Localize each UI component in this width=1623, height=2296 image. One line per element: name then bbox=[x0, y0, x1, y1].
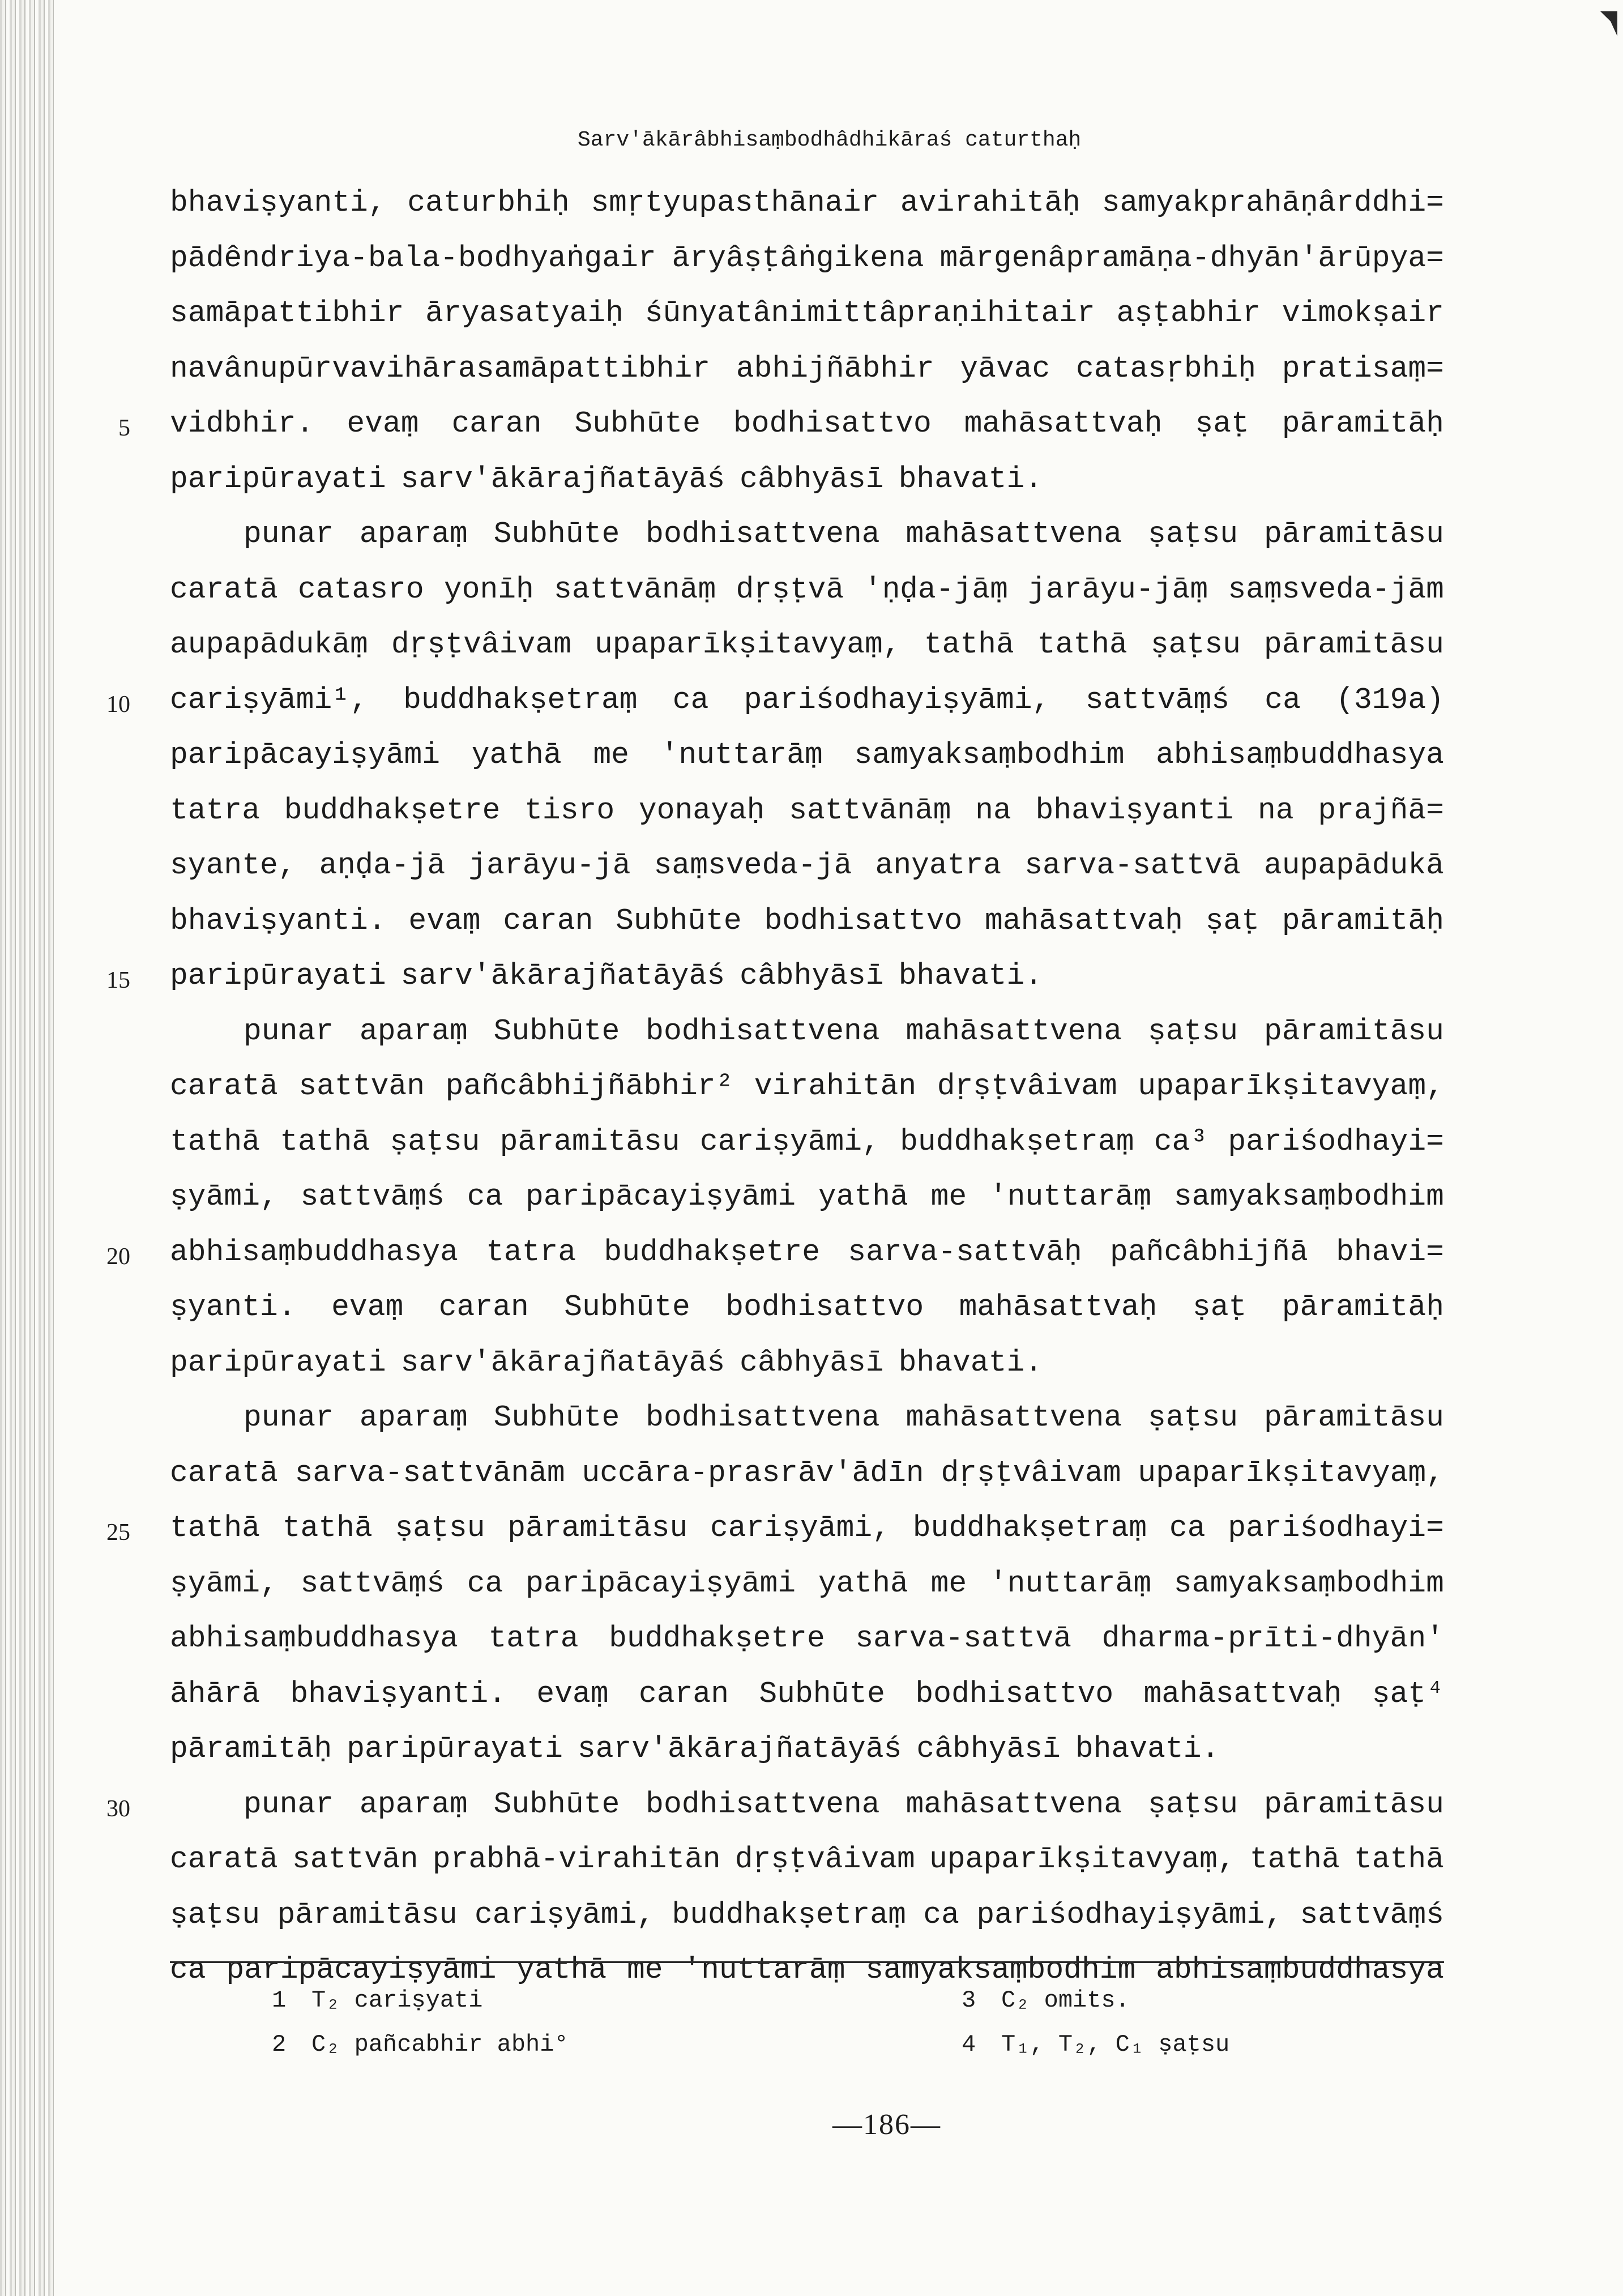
word: sarv'ākārajñatāyāś bbox=[577, 1732, 902, 1766]
word: bodhisattvena bbox=[646, 1787, 880, 1821]
word: jarāyu-jā bbox=[468, 848, 631, 882]
text-line bbox=[170, 1346, 1444, 1401]
word: ṣaṭsu bbox=[390, 1124, 480, 1159]
word: bhavi= bbox=[1336, 1235, 1444, 1269]
text-line bbox=[170, 793, 1444, 849]
word: samyaksaṃbodhim bbox=[1173, 1180, 1444, 1214]
word: ca³ bbox=[1154, 1124, 1208, 1159]
word: syante, bbox=[170, 848, 296, 882]
text-line bbox=[118, 407, 1444, 462]
word: āryâṣṭâṅgikena bbox=[672, 241, 924, 275]
word: pañcâbhijñābhir² bbox=[445, 1069, 734, 1103]
word: evaṃ bbox=[331, 1290, 404, 1324]
word: me bbox=[626, 1953, 663, 1987]
word: paripūrayati bbox=[170, 1345, 386, 1380]
word: câbhyāsī bbox=[740, 1345, 884, 1380]
word: yathā bbox=[516, 1953, 607, 1987]
word: sattvāṃś bbox=[300, 1180, 445, 1214]
word: 'nuttarāṃ bbox=[660, 738, 823, 772]
word: upaparīkṣitavyaṃ, bbox=[1138, 1456, 1444, 1490]
word: pāramitāḥ bbox=[1282, 407, 1444, 441]
word: aupapādukā bbox=[1263, 848, 1444, 882]
word: caratā bbox=[170, 1069, 278, 1103]
word: pariśodhayi= bbox=[1228, 1511, 1444, 1545]
word: jarāyu-jāṃ bbox=[1028, 572, 1208, 607]
word: pariśodhayiṣyāmi, bbox=[744, 682, 1050, 717]
word: buddhakṣetraṃ bbox=[403, 682, 638, 717]
text-line bbox=[170, 1677, 1444, 1732]
word: ca bbox=[1169, 1511, 1206, 1545]
word: āryasatyaiḥ bbox=[425, 296, 624, 330]
word: bhavati. bbox=[1075, 1732, 1220, 1766]
word: virahitān bbox=[754, 1069, 917, 1103]
word: paripūrayati bbox=[347, 1732, 563, 1766]
word: pāramitāsu bbox=[1263, 1401, 1444, 1435]
text-line bbox=[170, 1125, 1444, 1180]
word: tatra bbox=[170, 793, 260, 827]
word: Subhūte bbox=[759, 1676, 885, 1711]
word: bodhisattvo bbox=[733, 407, 932, 441]
word: ca bbox=[1265, 682, 1301, 717]
word: tathā bbox=[924, 628, 1014, 662]
text-line bbox=[170, 241, 1444, 297]
word: upaparīkṣitavyaṃ, bbox=[1138, 1069, 1444, 1103]
word: yathā bbox=[818, 1566, 908, 1601]
word: sattvān bbox=[298, 1069, 425, 1103]
word: sarva-sattvā bbox=[855, 1621, 1072, 1655]
word: mahāsattvena bbox=[906, 517, 1122, 551]
word: dṛṣṭvâivam bbox=[734, 1842, 915, 1876]
word: tatra bbox=[486, 1235, 576, 1269]
word: 'nuttarāṃ bbox=[683, 1953, 845, 1987]
text-line bbox=[170, 296, 1444, 352]
word: bodhisattvena bbox=[646, 1014, 880, 1048]
word: caratā bbox=[170, 572, 278, 607]
text-line bbox=[170, 1567, 1444, 1622]
word: pāramitāsu bbox=[1263, 628, 1444, 662]
word: yonīḥ bbox=[443, 572, 534, 607]
word: ṣaṭsu bbox=[1148, 1787, 1238, 1821]
word: ṣaṭ bbox=[1195, 407, 1249, 441]
text-line bbox=[170, 1456, 1444, 1512]
word: 'nuttarāṃ bbox=[989, 1180, 1152, 1214]
word: aṣṭabhir bbox=[1116, 296, 1261, 330]
word: mahāsattvaḥ bbox=[1143, 1676, 1342, 1711]
word: na bbox=[975, 793, 1011, 827]
word: pāramitāḥ bbox=[1282, 903, 1444, 938]
word: Subhūte bbox=[564, 1290, 690, 1324]
word: mahāsattvena bbox=[906, 1787, 1122, 1821]
word: samāpattibhir bbox=[170, 296, 404, 330]
word: dṛṣṭvâivam bbox=[941, 1456, 1121, 1490]
word: buddhakṣetre bbox=[609, 1621, 825, 1655]
footnote-text: C₂ pañcabhir abhi° bbox=[311, 2031, 569, 2058]
word: samyaksaṃbodhim bbox=[865, 1953, 1136, 1987]
text-line bbox=[106, 1511, 1444, 1567]
word: yathā bbox=[818, 1180, 908, 1214]
word: mahāsattvaḥ bbox=[964, 407, 1163, 441]
word: aparaṃ bbox=[359, 1401, 468, 1435]
footnote-1 bbox=[272, 1987, 482, 2014]
word: vidbhir. bbox=[170, 407, 314, 441]
text-line bbox=[170, 462, 1444, 518]
word: saṃsveda-jām bbox=[1228, 572, 1444, 607]
word: ṣaṭsu bbox=[1150, 628, 1241, 662]
word: tathā bbox=[1353, 1842, 1444, 1876]
word: sarv'ākārajñatāyāś bbox=[400, 1345, 725, 1380]
word: pāramitāsu bbox=[1263, 1014, 1444, 1048]
footnote-text: T₂ cariṣyati bbox=[311, 1987, 483, 2014]
word: evaṃ bbox=[536, 1676, 609, 1711]
word: ṣaṭ bbox=[1192, 1290, 1247, 1324]
word: mahāsattvaḥ bbox=[985, 903, 1183, 938]
word: dṛṣṭvā bbox=[736, 572, 844, 607]
word: avirahitāḥ bbox=[900, 186, 1080, 220]
word: upaparīkṣitavyaṃ, bbox=[594, 628, 901, 662]
word: bodhisattvena bbox=[646, 1401, 880, 1435]
word: paripācayiṣyāmi bbox=[526, 1180, 796, 1214]
word: sattvāṃś bbox=[1300, 1897, 1444, 1932]
word: ṣaṭsu bbox=[395, 1511, 485, 1545]
word: yāvac bbox=[960, 351, 1050, 386]
word: upaparīkṣitavyaṃ, bbox=[929, 1842, 1236, 1876]
line-number: 25 bbox=[106, 1520, 130, 1546]
text-line bbox=[170, 1621, 1444, 1677]
word: yonayaḥ bbox=[638, 793, 765, 827]
word: me bbox=[930, 1180, 967, 1214]
word: sarva-sattvāḥ bbox=[848, 1235, 1082, 1269]
word: āhārā bbox=[170, 1676, 260, 1711]
line-number: 5 bbox=[118, 415, 130, 441]
word: pāramitāḥ bbox=[170, 1732, 332, 1766]
text-line bbox=[170, 738, 1444, 793]
word: cariṣyāmi, bbox=[710, 1511, 891, 1545]
word: pratisaṃ= bbox=[1282, 351, 1444, 386]
word: dṛṣṭvâivam bbox=[937, 1069, 1117, 1103]
word: samyakprahāṇârddhi= bbox=[1101, 186, 1444, 220]
word: sattvānāṃ bbox=[554, 572, 716, 607]
word: sattvāṃś bbox=[300, 1566, 445, 1601]
word: buddhakṣetraṃ bbox=[672, 1897, 906, 1932]
word: bodhisattvo bbox=[915, 1676, 1114, 1711]
word: punar bbox=[244, 517, 334, 551]
word: tatra bbox=[488, 1621, 579, 1655]
word: navânupūrvavihārasamāpattibhir bbox=[170, 351, 711, 386]
word: buddhakṣetraṃ bbox=[900, 1124, 1134, 1159]
line-number: 30 bbox=[106, 1795, 130, 1822]
word: mahāsattvena bbox=[906, 1014, 1122, 1048]
word: smṛtyupasthānair bbox=[591, 186, 879, 220]
word: pādêndriya-bala-bodhyaṅgair bbox=[170, 241, 656, 275]
word: aupapādukāṃ bbox=[170, 628, 368, 662]
word: bhavati. bbox=[898, 1345, 1043, 1380]
word: caran bbox=[503, 903, 593, 938]
footnote-2 bbox=[272, 2031, 569, 2058]
word: vimokṣair bbox=[1282, 296, 1444, 330]
word: bodhisattvena bbox=[646, 517, 880, 551]
word: sarva-sattvānām bbox=[294, 1456, 565, 1490]
text-line bbox=[170, 1732, 1444, 1787]
word: câbhyāsī bbox=[916, 1732, 1061, 1766]
footnote-number: 1 bbox=[272, 1987, 287, 2014]
word: sattvān bbox=[292, 1842, 418, 1876]
word: bodhisattvo bbox=[725, 1290, 924, 1324]
text-line bbox=[170, 517, 1444, 573]
word: 'ṇḍa-jāṃ bbox=[864, 572, 1008, 607]
footnote-text: C₂ omits. bbox=[1001, 1987, 1130, 2014]
word: caran bbox=[638, 1676, 729, 1711]
word: anyatra bbox=[875, 848, 1002, 882]
footnote-3 bbox=[962, 1987, 1130, 2014]
word: catasro bbox=[298, 572, 424, 607]
word: ca bbox=[672, 682, 709, 717]
text-line bbox=[106, 682, 1444, 739]
text-line bbox=[170, 1898, 1444, 1953]
footnote-rule bbox=[170, 1961, 1444, 1963]
word: bhavati. bbox=[898, 462, 1043, 496]
word: ṣyāmi, bbox=[170, 1180, 278, 1214]
word: ṣaṭ⁴ bbox=[1372, 1676, 1444, 1711]
word: buddhakṣetraṃ bbox=[912, 1511, 1147, 1545]
line-number: 10 bbox=[106, 691, 130, 718]
word: caran bbox=[438, 1290, 529, 1324]
word: pāramitāḥ bbox=[1282, 1290, 1444, 1324]
word: ṣaṭsu bbox=[170, 1897, 260, 1932]
word: punar bbox=[244, 1014, 334, 1048]
word: Subhūte bbox=[493, 1014, 620, 1048]
text-line bbox=[106, 959, 1444, 1014]
word: tathā bbox=[1037, 628, 1127, 662]
text-line bbox=[170, 352, 1444, 407]
word: Subhūte bbox=[493, 1787, 620, 1821]
word: mahāsattvaḥ bbox=[959, 1290, 1158, 1324]
word: mārgenâpramāṇa-dhyān'ārūpya= bbox=[939, 241, 1444, 275]
footnote-4 bbox=[962, 2031, 1229, 2058]
word: abhisaṃbuddhasya bbox=[170, 1235, 458, 1269]
word: Subhūte bbox=[493, 517, 620, 551]
word: bhaviṣyanti bbox=[1035, 793, 1234, 827]
word: bhavati. bbox=[898, 959, 1043, 993]
word: Subhūte bbox=[493, 1401, 620, 1435]
word: paripūrayati bbox=[170, 959, 386, 993]
word: saṃsveda-jā bbox=[654, 848, 852, 882]
word: cariṣyāmi¹, bbox=[170, 682, 368, 717]
text-line bbox=[170, 904, 1444, 959]
word: prajñā= bbox=[1318, 793, 1444, 827]
text-line bbox=[170, 1290, 1444, 1346]
word: punar bbox=[244, 1401, 334, 1435]
word: catasṛbhiḥ bbox=[1076, 351, 1257, 386]
word: sattvāṃś bbox=[1085, 682, 1230, 717]
word: pariśodhayiṣyāmi, bbox=[976, 1897, 1283, 1932]
text-line bbox=[170, 186, 1444, 241]
word: abhisaṃbuddhasya bbox=[1156, 738, 1444, 772]
text-line bbox=[106, 1787, 1444, 1843]
word: ṣaṭsu bbox=[1148, 1014, 1238, 1048]
text-line bbox=[170, 1401, 1444, 1456]
word: ṣaṭ bbox=[1205, 903, 1260, 938]
footnote-number: 2 bbox=[272, 2031, 287, 2058]
word: paripācayiṣyāmi bbox=[170, 738, 441, 772]
word: pāramitāsu bbox=[1263, 1787, 1444, 1821]
word: pariśodhayi= bbox=[1228, 1124, 1444, 1159]
word: 'nuttarāṃ bbox=[989, 1566, 1152, 1601]
word: ṣyāmi, bbox=[170, 1566, 278, 1601]
word: na bbox=[1258, 793, 1294, 827]
text-line bbox=[170, 573, 1444, 628]
word: aṇḍa-jā bbox=[319, 848, 446, 882]
word: ṣyanti. bbox=[170, 1290, 296, 1324]
word: paripūrayati bbox=[170, 462, 386, 496]
word: pāramitāsu bbox=[507, 1511, 688, 1545]
word: evaṃ bbox=[408, 903, 481, 938]
word: uccāra-prasrāv'ādīn bbox=[582, 1456, 924, 1490]
footnote-text: T₁, T₂, C₁ ṣaṭsu bbox=[1001, 2031, 1230, 2058]
word: dṛṣṭvâivam bbox=[391, 628, 571, 662]
word: ca bbox=[467, 1566, 503, 1601]
main-text bbox=[106, 186, 1444, 2008]
word: ṣaṭsu bbox=[1148, 1401, 1238, 1435]
page-corner-mark bbox=[1600, 11, 1617, 36]
text-line bbox=[170, 1069, 1444, 1125]
word: prabhā-virahitān bbox=[432, 1842, 721, 1876]
word: mahāsattvena bbox=[906, 1401, 1122, 1435]
word: pāramitāsu bbox=[277, 1897, 458, 1932]
word: bhaviṣyanti, bbox=[170, 186, 386, 220]
page-number: —186— bbox=[832, 2109, 941, 2141]
word: ca bbox=[923, 1897, 959, 1932]
word: (319a) bbox=[1336, 682, 1444, 717]
word: bhaviṣyanti. bbox=[170, 903, 386, 938]
word: cariṣyāmi, bbox=[699, 1124, 880, 1159]
word: bhaviṣyanti. bbox=[290, 1676, 507, 1711]
word: samyaksaṃbodhim bbox=[854, 738, 1125, 772]
word: sarva-sattvā bbox=[1024, 848, 1241, 882]
word: Subhūte bbox=[574, 407, 701, 441]
word: evaṃ bbox=[347, 407, 419, 441]
word: bodhisattvo bbox=[764, 903, 963, 938]
word: sarv'ākārajñatāyāś bbox=[400, 462, 725, 496]
word: ṣaṭsu bbox=[1148, 517, 1238, 551]
text-line bbox=[170, 628, 1444, 683]
footnote-number: 4 bbox=[962, 2031, 976, 2058]
word: buddhakṣetre bbox=[604, 1235, 821, 1269]
word: śūnyatânimittâpraṇihitair bbox=[644, 296, 1095, 330]
line-number: 20 bbox=[106, 1243, 130, 1270]
text-line bbox=[170, 1014, 1444, 1070]
book-binding-edge bbox=[0, 0, 54, 2296]
word: ca bbox=[467, 1180, 503, 1214]
word: aparaṃ bbox=[359, 1014, 468, 1048]
word: sattvānāṃ bbox=[789, 793, 951, 827]
word: punar bbox=[244, 1787, 334, 1821]
word: pāramitāsu bbox=[1263, 517, 1444, 551]
word: sarv'ākārajñatāyāś bbox=[400, 959, 725, 993]
word: caran bbox=[451, 407, 542, 441]
word: caratā bbox=[170, 1842, 278, 1876]
word: aparaṃ bbox=[359, 517, 468, 551]
word: pañcâbhijñā bbox=[1110, 1235, 1308, 1269]
word: câbhyāsī bbox=[740, 462, 884, 496]
word: aparaṃ bbox=[359, 1787, 468, 1821]
word: paripācayiṣyāmi bbox=[226, 1953, 497, 1987]
word: tathā bbox=[170, 1511, 260, 1545]
word: câbhyāsī bbox=[740, 959, 884, 993]
word: cariṣyāmi, bbox=[474, 1897, 655, 1932]
word: caturbhiḥ bbox=[407, 186, 570, 220]
running-head: Sarv'ākārâbhisaṃbodhâdhikāraś caturthaḥ bbox=[578, 128, 1082, 152]
word: ca bbox=[170, 1953, 206, 1987]
word: tathā bbox=[280, 1124, 370, 1159]
word: samyaksaṃbodhim bbox=[1173, 1566, 1444, 1601]
text-line bbox=[170, 1180, 1444, 1235]
word: tathā bbox=[170, 1124, 260, 1159]
word: tathā bbox=[282, 1511, 373, 1545]
text-line bbox=[170, 848, 1444, 904]
word: tisro bbox=[524, 793, 615, 827]
text-line bbox=[106, 1235, 1444, 1291]
line-number: 15 bbox=[106, 967, 130, 993]
word: tathā bbox=[1249, 1842, 1340, 1876]
word: Subhūte bbox=[616, 903, 742, 938]
word: dharma-prīti-dhyān' bbox=[1101, 1621, 1444, 1655]
word: abhisaṃbuddhasya bbox=[1156, 1953, 1444, 1987]
word: me bbox=[593, 738, 629, 772]
text-line bbox=[170, 1842, 1444, 1898]
footnote-number: 3 bbox=[962, 1987, 976, 2014]
word: abhisaṃbuddhasya bbox=[170, 1621, 458, 1655]
word: me bbox=[930, 1566, 967, 1601]
word: paripācayiṣyāmi bbox=[526, 1566, 796, 1601]
word: yathā bbox=[471, 738, 562, 772]
word: abhijñābhir bbox=[736, 351, 934, 386]
word: caratā bbox=[170, 1456, 278, 1490]
word: buddhakṣetre bbox=[284, 793, 501, 827]
word: pāramitāsu bbox=[499, 1124, 680, 1159]
